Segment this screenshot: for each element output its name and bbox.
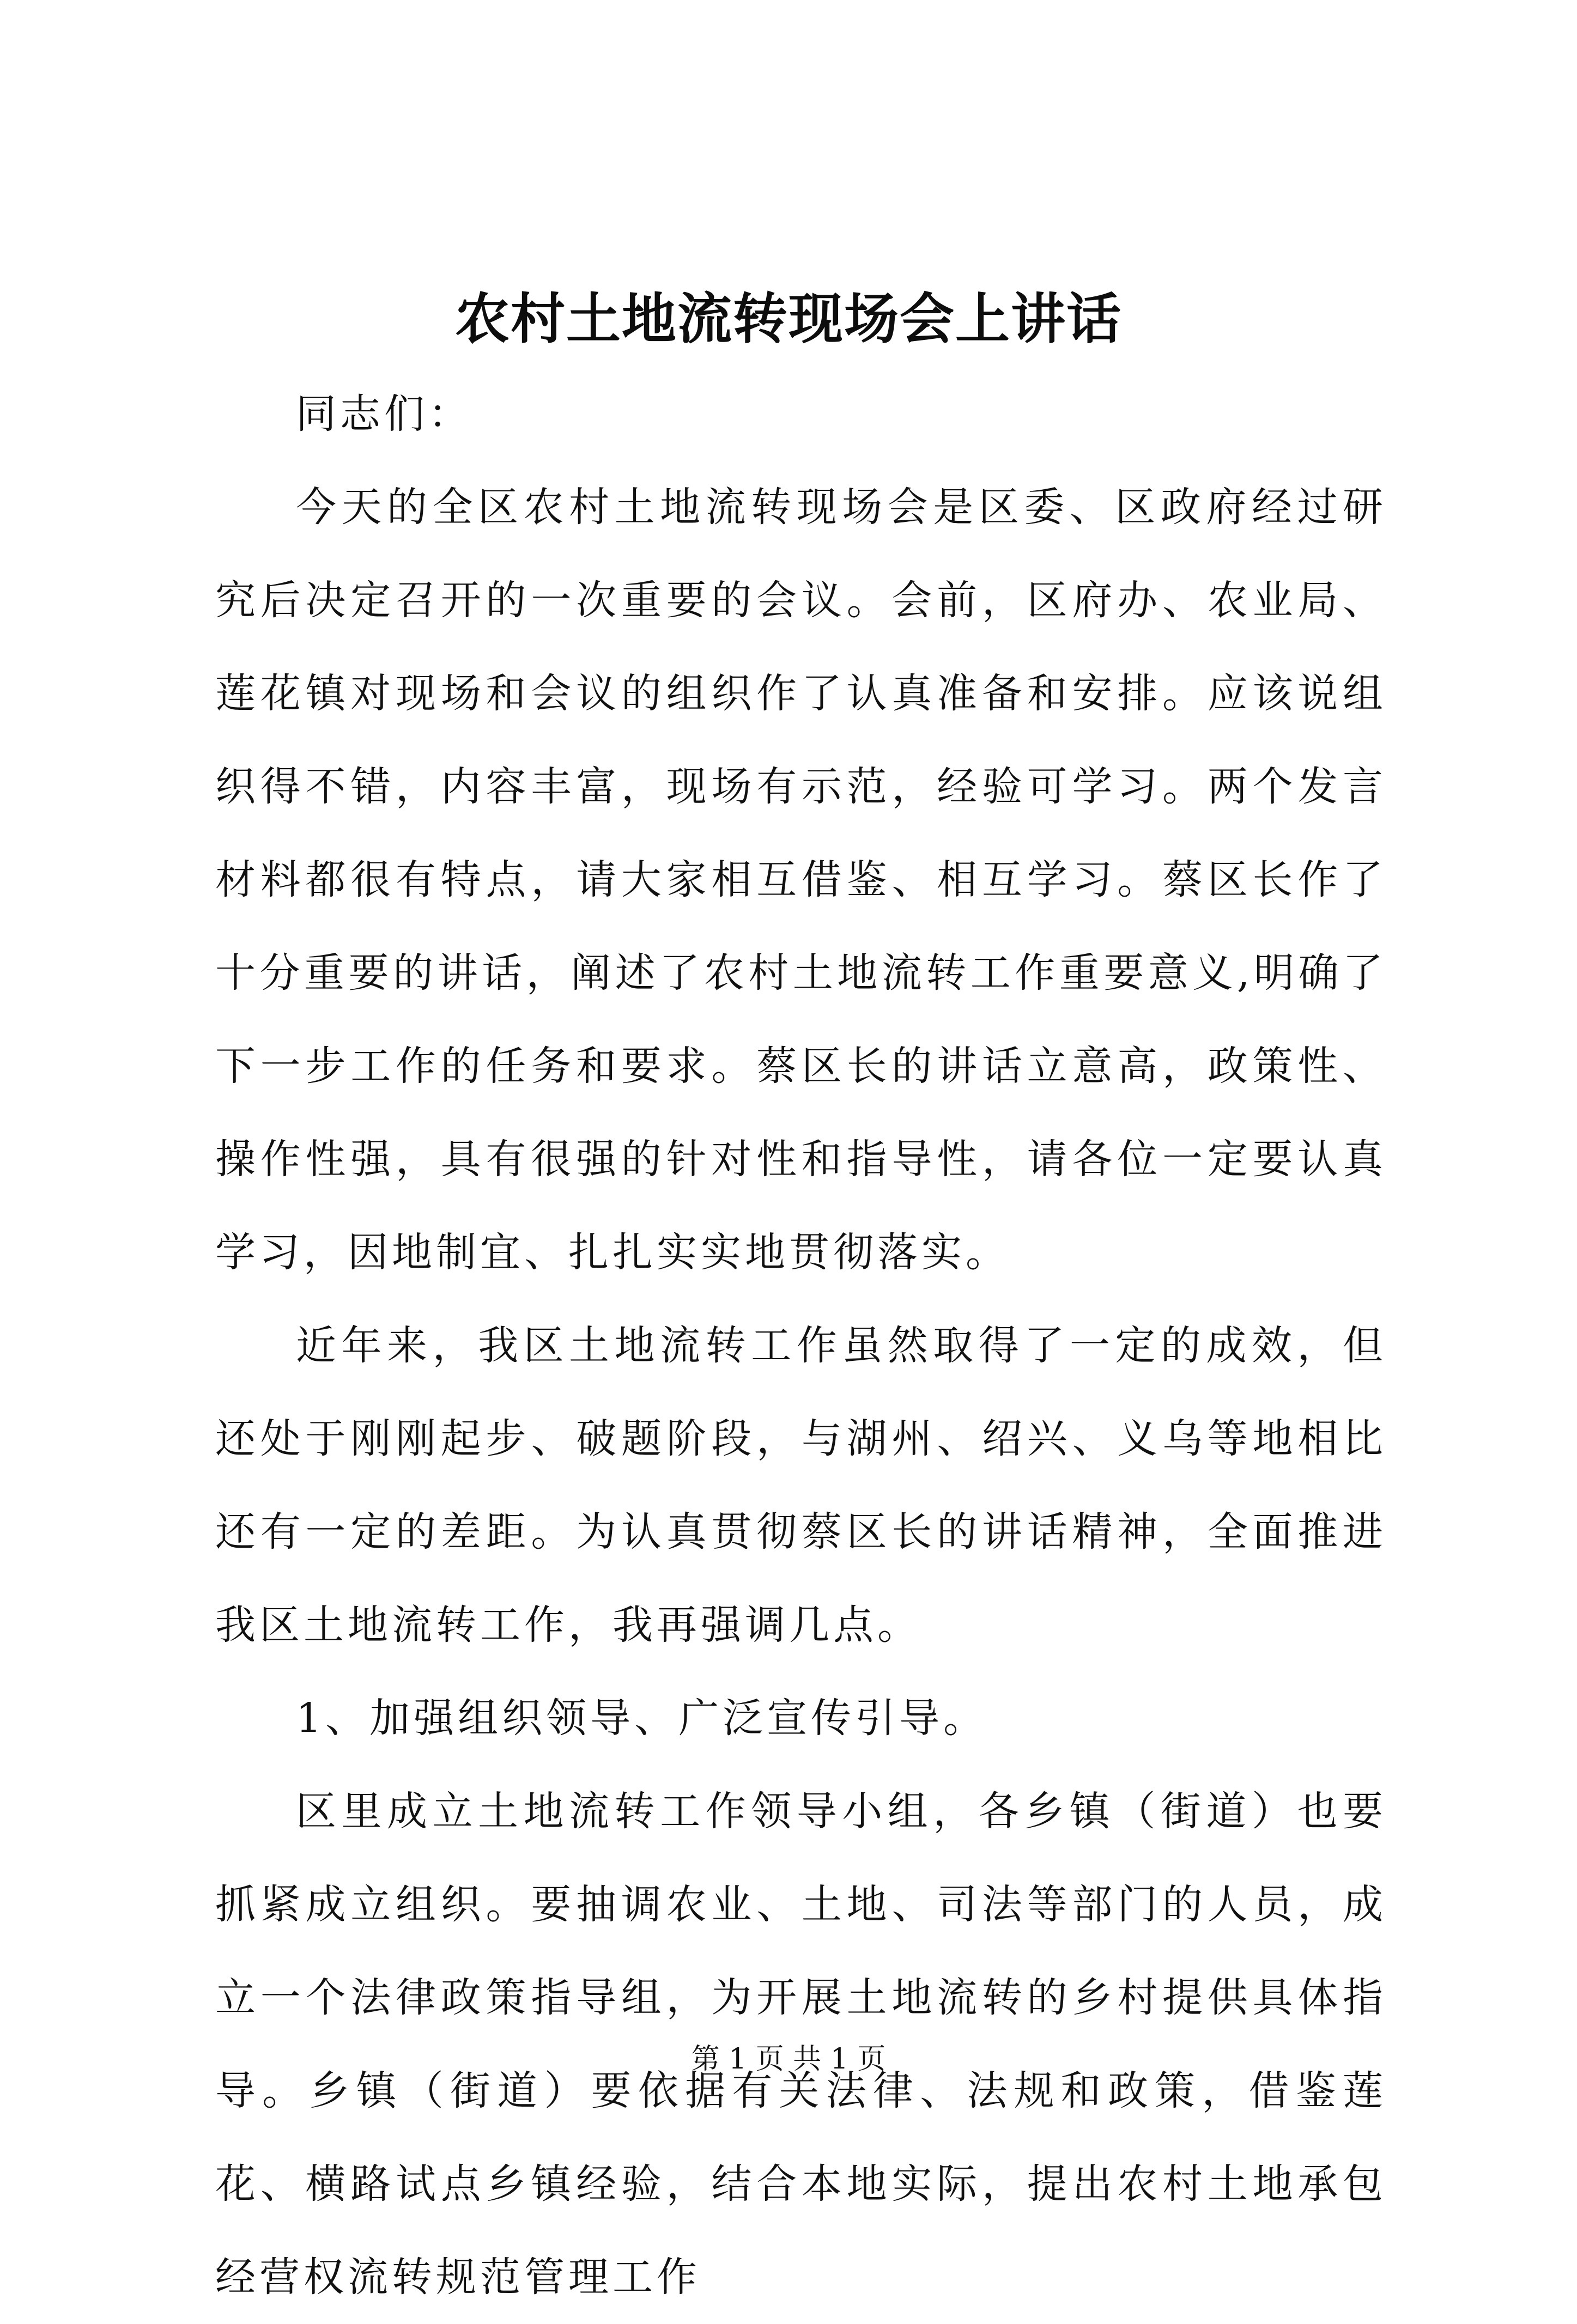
document-title: 农村土地流转现场会上讲话 [455, 287, 1122, 351]
salutation-paragraph: 同志们： [296, 391, 472, 437]
section-heading: 1、加强组织领导、广泛宣传引导。 [296, 1695, 988, 1742]
body-paragraph: 今天的全区农村土地流转现场会是区委、区政府经过研究后决定召开的一次重要的会议。会前，区府办、农业局、莲花镇对现场和会议的组织作了认真准备和安排。应该说组织得不错，内容丰富，现场有示范，经验可学习。两个发言材料都很有特点，请大家相互借鉴、相互学习。蔡区长作了十分重要的讲话，阐述了农村土地流转工作重要意义,明确了下一步工作的任务和要求。蔡区长的讲话立意高，政策性、操作性强，具有很强的针对性和指导性，请各位一定要认真学习，因地制宜、扎扎实实地贯彻落实。 [215, 484, 1387, 1276]
body-paragraph: 区里成立土地流转工作领导小组，各乡镇（街道）也要抓紧成立组织。要抽调农业、土地、司法等部门的人员，成立一个法律政策指导组，为开展土地流转的乡村提供具体指导。乡镇（街道）要依据有关法律、法规和政策，借鉴莲花、横路试点乡镇经验，结合本地实际，提出农村土地承包经营权流转规范管理工作 [215, 1788, 1387, 2301]
page-footer [0, 2040, 1577, 2078]
body-paragraph: 近年来，我区土地流转工作虽然取得了一定的成效，但还处于刚刚起步、破题阶段，与湖州、绍兴、义乌等地相比还有一定的差距。为认真贯彻蔡区长的讲话精神，全面推进我区土地流转工作，我再强调几点。 [215, 1322, 1387, 1648]
document-body [215, 368, 1387, 2324]
page-number: 第 1 页 共 1 页 [691, 2043, 886, 2076]
